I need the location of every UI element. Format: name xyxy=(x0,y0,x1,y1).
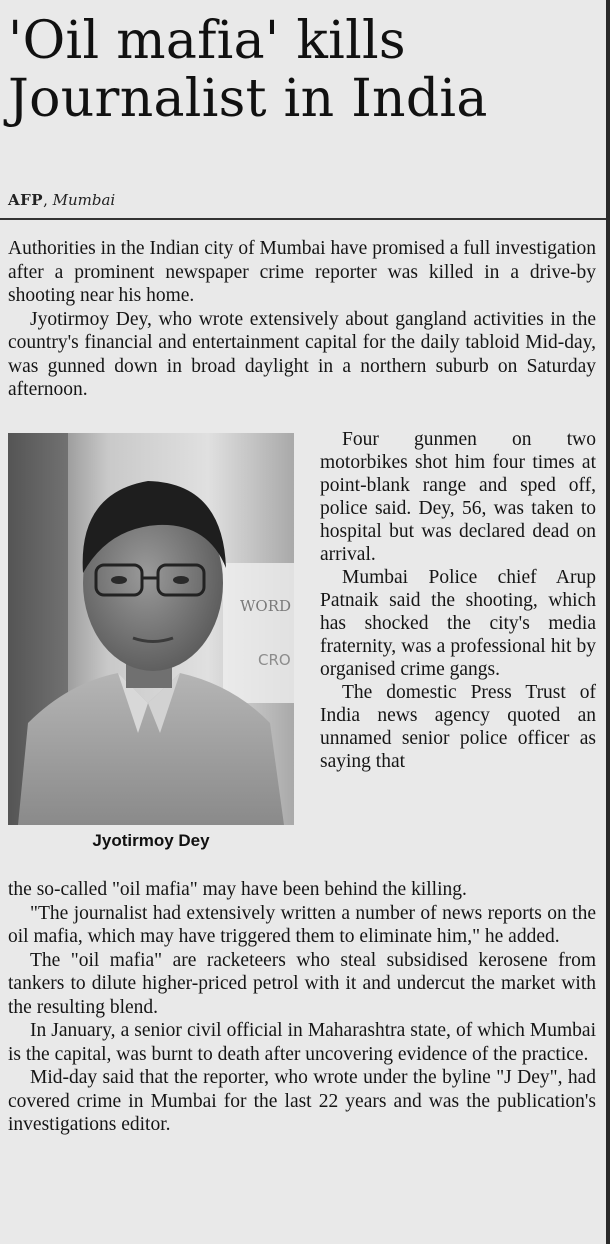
headline-line-2: Journalist in India xyxy=(8,69,488,129)
portrait-photo xyxy=(8,433,294,825)
clipping-edge xyxy=(606,0,610,1244)
photo-caption: Jyotirmoy Dey xyxy=(92,831,210,850)
article-top-block xyxy=(8,237,596,402)
photo-bg-text-2: CRO xyxy=(258,651,291,669)
byline-agency: AFP xyxy=(8,191,44,209)
article-bottom-block xyxy=(8,878,596,1137)
paragraph-8: In January, a senior civil official in Maharashtra state, of which Mumbai is the capital, was burnt to death after uncovering evidence of the practice. xyxy=(8,1020,596,1065)
paragraph-5-start: The domestic Press Trust of India news agency quoted an unnamed senior police officer as saying that xyxy=(320,682,596,772)
paragraph-7: The "oil mafia" are racketeers who steal subsidised kerosene from tankers to dilute higher-priced petrol with it and undercut the market with the resulting blend. xyxy=(8,949,596,1018)
photo-bg-text-1: WORD xyxy=(240,597,292,615)
headline xyxy=(8,12,598,128)
article-side-column xyxy=(320,428,596,773)
paragraph-1: Authorities in the Indian city of Mumbai have promised a full investigation after a prominent newspaper crime reporter was killed in a drive-by shooting near his home. xyxy=(8,238,596,306)
byline-city: Mumbai xyxy=(52,191,116,209)
byline-separator: , xyxy=(43,191,53,209)
portrait-illustration xyxy=(8,433,294,825)
headline-divider xyxy=(0,218,606,220)
paragraph-6: "The journalist had extensively written a number of news reports on the oil mafia, which may have triggered them to eliminate him," he added. xyxy=(8,902,596,947)
paragraph-5-end: the so-called "oil mafia" may have been behind the killing. xyxy=(8,879,467,900)
headline-line-1: 'Oil mafia' kills xyxy=(8,11,406,71)
paragraph-2: Jyotirmoy Dey, who wrote extensively about gangland activities in the country's financial and entertainment capital for the daily tabloid Mid-day, was gunned down in broad daylight in a northern suburb on Saturday afternoon. xyxy=(8,308,596,400)
byline xyxy=(8,190,115,210)
paragraph-4: Mumbai Police chief Arup Patnaik said the shooting, which has shocked the city's media fraternity, was a professional hit by organised crime gangs. xyxy=(320,567,596,680)
paragraph-9: Mid-day said that the reporter, who wrote under the byline "J Dey", had covered crime in Mumbai for the last 22 years and was the publication's investigations editor. xyxy=(8,1067,596,1135)
paragraph-3: Four gunmen on two motorbikes shot him four times at point-blank range and sped off, police said. Dey, 56, was taken to hospital but was declared dead on arrival. xyxy=(320,429,596,565)
